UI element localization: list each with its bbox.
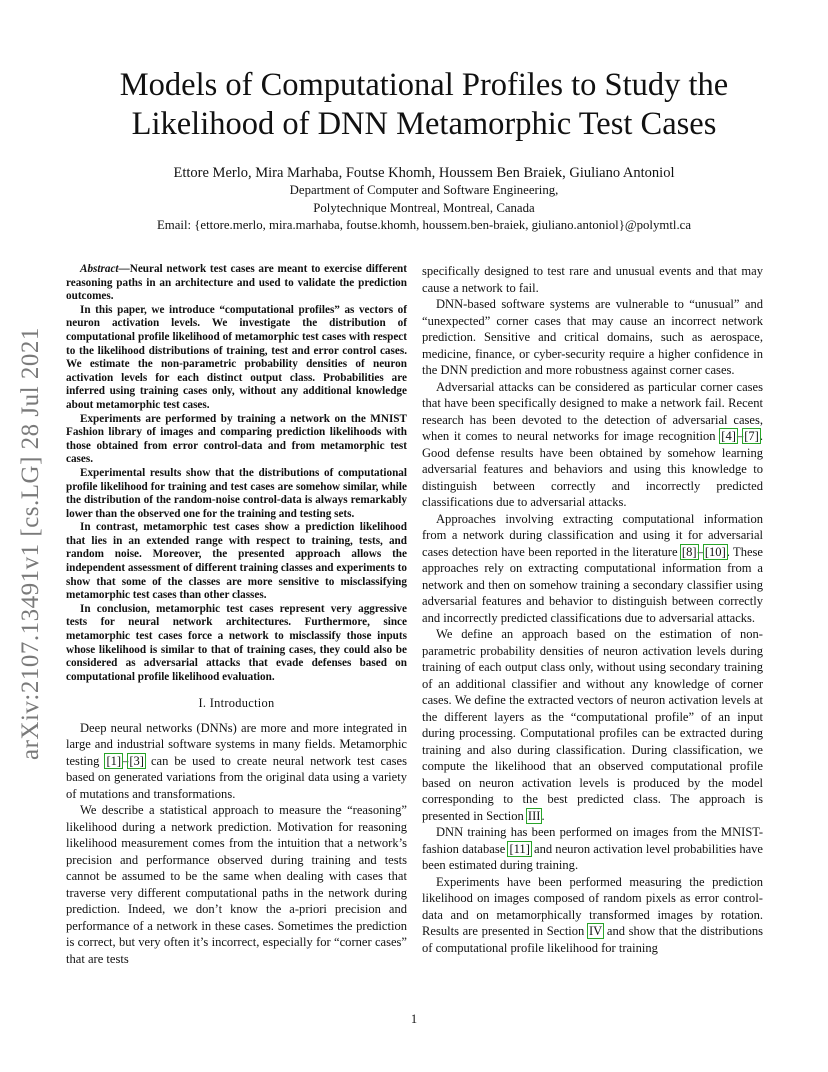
intro-paragraph-4: Adversarial attacks can be considered as particular corner cases that have been specifically designed to make a network fail. Recent research has been devoted to the detection of adversarial cases, when it comes to neural networks for image recognition [4]–[7]. Good defense results have been obtained by somehow learning adversarial features and behaviors and using this knowledge to distinguish between correctly and incorrectly predicted classifications due to adversarial attacks. — [422, 379, 763, 509]
abstract-paragraph-3: Experiments are performed by training a network on the MNIST Fashion library of images and comparing prediction likelihoods with those obtained from error control-data and from metamorphic test cases. — [66, 412, 407, 466]
citation-link[interactable]: [8] — [681, 544, 697, 559]
right-column — [422, 263, 763, 956]
title-line-2: Likelihood of DNN Metamorphic Test Cases — [131, 106, 717, 142]
intro-paragraph-continued: specifically designed to test rare and unusual events and that may cause a network to fail. — [422, 264, 763, 295]
abstract-paragraph-2: In this paper, we introduce “computational profiles” as vectors of neuron activation levels. We investigate the distribution of computational profile likelihood of metamorphic test cases with respect to the likelihood distributions of training, test and error control cases. We estimate the non-parametric probability densities of neuron activation levels for each distinct output class. Probabilities are inferred using training cases only, without any additional knowledge about metamorphic test cases. — [66, 303, 407, 411]
section-heading-introduction — [66, 695, 407, 712]
intro-paragraph-6: We define an approach based on the estimation of non-parametric probability densities of neuron activation levels during training of each output class only, without using secondary training of an additional classifier and without any knowledge of corner cases. We define the extracted vectors of neuron activation levels at the different layers as the “computational profile” of an input during processing. Computational profiles can be extracted during training and also during classification. During classification, we compute the likelihood that an observed computational profile based on neuron activation levels is produced by the model corresponding to the best predicted class. The approach is presented in Section III. — [422, 627, 763, 823]
citation-link[interactable]: [1] — [106, 753, 122, 768]
affiliation-emails: Email: {ettore.merlo, mira.marhaba, foutse.khomh, houssem.ben-braiek, giuliano.antoniol}@polymtl.ca — [156, 218, 692, 232]
intro-paragraph-3: DNN-based software systems are vulnerable to “unusual” and “unexpected” corner cases that may cause an incorrect network prediction. Sensitive and critical domains, such as aerospace, medicine, finance, or cyber-security require a higher confidence in the DNN prediction and more robustness against corner cases. — [422, 297, 763, 377]
section-link[interactable]: IV — [589, 924, 603, 938]
abstract-paragraph-6: In conclusion, metamorphic test cases represent very aggressive tests for neural network architectures. Furthermore, since metamorphic test cases force a network to misclassify those inputs whose likelihood is similar to that of training cases, they could also be considered as adversarial attacks that evade defenses based on computational profile likelihood evaluation. — [66, 602, 407, 683]
paper-title — [60, 66, 788, 144]
arxiv-identifier: arXiv:2107.13491v1 [cs.LG] 28 Jul 2021 — [17, 327, 44, 760]
affiliation-institution: Polytechnique Montreal, Montreal, Canada — [313, 200, 535, 215]
abstract-paragraph-5: In contrast, metamorphic test cases show a prediction likelihood that lies in an extended range with respect to training, tests, and random noise. Moreover, the presented approach allows the independent assessment of different training classes and experiments to show that some of the classes are more sensitive to misclassifying metamorphic test cases than other classes. — [66, 521, 407, 602]
abstract — [66, 263, 407, 684]
affiliation-department: Department of Computer and Software Engineering, — [289, 183, 559, 197]
left-column — [66, 263, 407, 967]
citation-link[interactable]: [11] — [509, 841, 530, 856]
intro-paragraph-8: Experiments have been performed measuring the prediction likelihood on images composed of random pixels as error control-data and on metamorphically transformed images by rotation. Results are presented in Section IV and show that the distributions of computational profile likelihood for training — [422, 874, 763, 955]
citation-link[interactable]: [7] — [744, 429, 759, 443]
section-link[interactable]: III — [527, 808, 541, 823]
page-number: 1 — [410, 1012, 418, 1026]
section-number: I. — [198, 696, 207, 711]
title-line-1: Models of Computational Profiles to Study the — [119, 67, 729, 103]
abstract-paragraph-4: Experimental results show that the distributions of computational profile likelihood for training and test cases are somehow similar, while the distribution of the random-noise control-data is always remarkably lower than the observed one for the training and testing sets. — [66, 466, 407, 520]
citation-link[interactable]: [4] — [721, 429, 736, 443]
intro-paragraph-1: Deep neural networks (DNNs) are more and more integrated in large and industrial software systems in many fields. Metamorphic testing [1]–[3] can be used to create neural network test cases based on generated variations from the original data using a variety of mutations and transformations. — [66, 720, 408, 801]
intro-paragraph-2: We describe a statistical approach to measure the “reasoning” likelihood during a network prediction. Motivation for reasoning likelihood measurement comes from the intuition that a network’s precision and performance observed during training and tests cannot be assumed to be the same when dealing with cases that traverse very different computational paths in the network during prediction. Indeed, we don’t know the a-priori precision and performance of a network in these cases. Sometimes the prediction is correct, but very often it’s incorrect, especially for “corner cases” that are tests — [66, 803, 407, 966]
intro-paragraph-7: DNN training has been performed on images from the MNIST-fashion database [11] and neuron activation level probabilities have been estimated during training. — [422, 825, 763, 872]
intro-paragraph-5: Approaches involving extracting computational information from a network during classification and using it for adversarial cases detection have been reported in the literature [8]–[10]. These approaches rely on extracting computational information from a network and then on somehow training a secondary classifier using adversarial features and behavior to distinguish between correctly and incorrectly predicted classifications due to adversarial attacks. — [422, 511, 763, 625]
abstract-label: Abstract — [80, 263, 119, 275]
abstract-paragraph-1: Abstract—Neural network test cases are meant to exercise different reasoning paths in an architecture and used to validate the prediction outcomes. — [66, 263, 407, 303]
affiliation-block — [60, 182, 788, 235]
citation-link[interactable]: [3] — [129, 753, 144, 768]
citation-link[interactable]: [10] — [704, 544, 726, 559]
section-title: Introduction — [209, 696, 275, 711]
author-list: Ettore Merlo, Mira Marhaba, Foutse Khomh, Houssem Ben Braiek, Giuliano Antoniol — [173, 165, 675, 181]
